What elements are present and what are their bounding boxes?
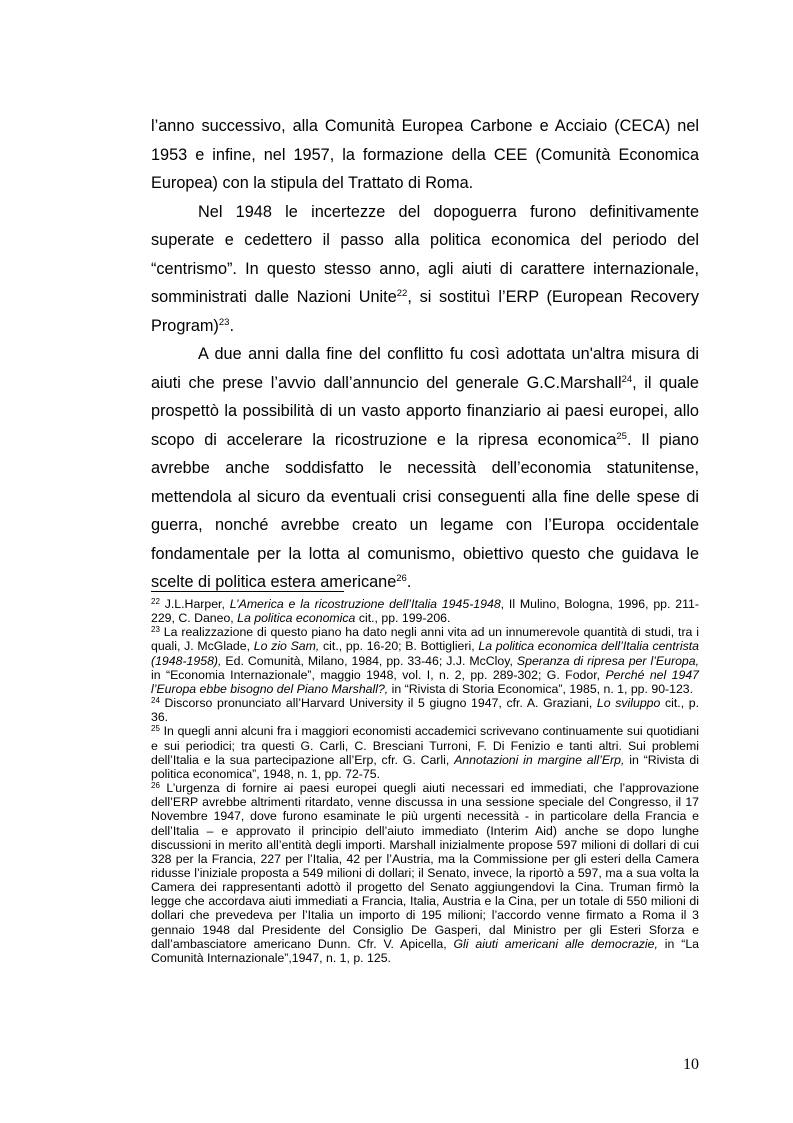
body-text [151,112,699,597]
text-run: cit., pp. 199-206. [355,611,451,626]
footnote-separator [151,591,344,592]
footnote [151,696,699,724]
footnote-ref: 24 [621,373,633,385]
text-run: . [406,573,412,591]
text-run: in “La Comunità Internazionale”,1947, n. 1, p. 125. [151,936,699,965]
italic-text: Lo zio Sam, [253,639,320,654]
text-run: in “Rivista di politica economica”, 1948, n. 1, pp. 72-75. [151,752,699,781]
text-run: cit., pp. 16-20; B. Bottiglieri, [319,639,479,654]
footnote-ref: 23 [151,625,160,635]
footnote [151,597,699,625]
text-run: , Il Mulino, Bologna, 1996, pp. 211-229, C. Daneo, [151,597,699,626]
text-run: J.L.Harper, [159,597,230,611]
footnote-ref: 24 [151,696,160,706]
text-run: , il quale prospettò la possibilità di un vasto apporto finanziario ai paesi europei, allo scopo di accelerare la ricostruzione e la ripresa economica [151,373,699,449]
italic-text: Lo sviluppo [596,696,661,711]
italic-text: La politica economica dell’Italia centrista (1948-1958), [151,639,699,668]
italic-text: Speranza di ripresa per l’Europa, [516,653,699,668]
footnote [151,625,699,696]
italic-text: L’America e la ricostruzione dell’Italia 1945-1948 [229,597,501,611]
text-run: l’anno successivo, alla Comunità Europea Carbone e Acciaio (CECA) nel 1953 e infine, nel 1957, la formazione della CEE (Comunità Economica Europea) con la stipula del Trattato di Roma. [151,117,699,192]
footnote [151,781,699,965]
text-run: In quegli anni alcuni fra i maggiori economisti accademici scrivevano continuamente sui quotidiani e sui periodici; tra questi G. Carli, C. Bresciani Turroni, F. Di Fenizio e tanti altri. Sui problemi dell’Italia e la sua partecipazione all’Erp, cfr. G. Carli, [151,724,699,767]
paragraph [151,340,699,597]
footnote-ref: 22 [151,597,160,606]
paragraph [151,112,699,198]
footnote [151,724,699,781]
footnote-ref: 25 [616,430,627,442]
paragraph [151,198,699,341]
text-run: La realizzazione di questo piano ha dato negli anni vita ad un innumerevole quantità di studi, tra i quali, J. McGlade, [151,625,699,654]
footnote-ref: 26 [396,573,407,584]
footnotes [151,597,699,965]
footnote-ref: 22 [396,288,408,299]
text-run: . Il piano avrebbe anche soddisfatto le necessità dell’economia statunitense, mettendola al sicuro da eventuali crisi conseguenti alla fine delle spese di guerra, nonché avrebbe creato un legame con l’Europa occidentale fondamentale per la lotta al comunismo, obiettivo questo che guidava le scelte di politica estera americane [151,430,699,591]
footnote-ref: 26 [151,781,160,791]
text-run: in “Rivista di Storia Economica”, 1985, n. 1, pp. 90-123. [388,681,694,696]
text-run: . [229,316,234,335]
footnote-ref: 23 [218,316,230,328]
text-run: Nel 1948 le incertezze del dopoguerra furono definitivamente superate e cedettero il passo alla politica economica del periodo del “centrismo”. In questo stesso anno, agli aiuti di carattere internazionale, somministrati dalle Nazioni Unite [151,202,699,306]
text-run: L’urgenza di fornire ai paesi europei quegli aiuti necessari ed immediati, che l’approvazione dell’ERP avrebbe altrimenti ritardato, venne discussa in una sessione speciale del Congresso, il 17 Novembre 1947, dove furono esaminate le più urgenti necessità - in particolare della Francia e dell’Italia – e approvato il principio dell’aiuto immediato (Interim Aid) anche se dopo lunghe discussioni in merito all’entità degli importi. Marshall inizialmente propose 597 milioni di dollari di cui 328 per la Francia, 227 per l’Italia, 42 per l’Austria, ma la Commissione per gli esteri della Camera ridusse l’iniziale proposta a 549 milioni di dollari; il Senato, invece, la riportò a 597, ma a sua volta la Camera dei rappresentanti adottò il progetto del Senato aggiungendovi la Cina. Truman firmò la legge che accordava aiuti immediati a Francia, Italia, Austria e la Cina, per un totale di 550 milioni di dollari che prevedeva per l’Italia un importo di 195 milioni; l’accordo venne firmato a Roma il 3 gennaio 1948 dal Presidente del Consiglio De Gasperi, dal Ministro per gli Esteri Sforza e dall’ambasciatore americano Dunn. Cfr. V. Apicella, [151,781,699,951]
footnote-ref: 25 [151,724,160,734]
text-run: Discorso pronunciato all’Harvard University il 5 giugno 1947, cfr. A. Graziani, [159,696,597,711]
italic-text: Gli aiuti americani alle democrazie, [453,936,658,951]
text-run: , si sostituì l’ERP (European Recovery Program) [151,288,699,335]
italic-text: La politica economica [237,611,356,626]
page-number: 10 [683,1056,699,1073]
text-run: in “Economia Internazionale”, maggio 1948, vol. I, n. 2, pp. 289-302; G. Fodor, [151,667,606,682]
text-run: A due anni dalla fine del conflitto fu così adottata un'altra misura di aiuti che prese l’avvio dall’annuncio del generale G.C.Marshall [151,345,699,392]
italic-text: Annotazioni in margine all’Erp, [454,752,625,767]
italic-text: Perché nel 1947 l’Europa ebbe bisogno del Piano Marshall?, [151,667,700,696]
text-run: Ed. Comunità, Milano, 1984, pp. 33-46; J.J. McCloy, [221,653,517,668]
text-run: cit., p. 36. [151,696,699,725]
